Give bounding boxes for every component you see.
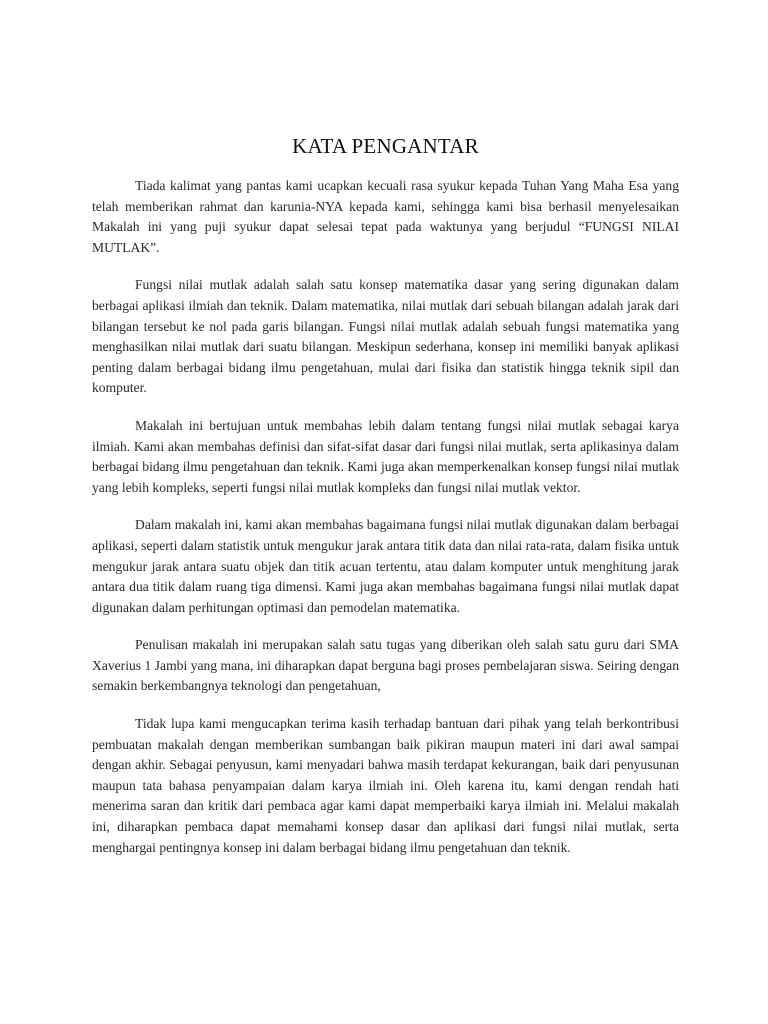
document-page <box>92 132 679 875</box>
page-title: KATA PENGANTAR <box>292 134 479 158</box>
paragraph-assignment: Penulisan makalah ini merupakan salah satu tugas yang diberikan oleh salah satu guru dari SMA Xaverius 1 Jambi yang mana, ini diharapkan dapat berguna bagi proses pembelajaran siswa. Seiring dengan semakin berkembangnya teknologi dan pengetahuan, <box>92 637 679 694</box>
paragraph-intro-gratitude: Tiada kalimat yang pantas kami ucapkan kecuali rasa syukur kepada Tuhan Yang Maha Esa yang telah memberikan rahmat dan karunia-NYA kepada kami, sehingga kami bisa berhasil menyelesaikan Makalah ini yang puji syukur dapat selesai tepat pada waktunya yang berjudul “FUNGSI NILAI MUTLAK”. <box>92 178 679 255</box>
paragraph-acknowledgement: Tidak lupa kami mengucapkan terima kasih terhadap bantuan dari pihak yang telah berkontribusi pembuatan makalah dengan memberikan sumbangan baik pikiran maupun materi ini dari awal sampai dengan akhir. Sebagai penyusun, kami menyadari bahwa masih terdapat kekurangan, baik dari penyusunan maupun tata bahasa penyampaian dalam karya ilmiah ini. Oleh karena itu, kami dengan rendah hati menerima saran dan kritik dari pembaca agar kami dapat memperbaiki karya ilmiah ini. Melalui makalah ini, diharapkan pembaca dapat memahami konsep dasar dan aplikasi dari fungsi nilai mutlak, serta menghargai pentingnya konsep ini dalam berbagai bidang ilmu pengetahuan dan teknik. <box>92 716 679 855</box>
paragraph-purpose: Makalah ini bertujuan untuk membahas lebih dalam tentang fungsi nilai mutlak sebagai karya ilmiah. Kami akan membahas definisi dan sifat-sifat dasar dari fungsi nilai mutlak, serta aplikasinya dalam berbagai bidang ilmu pengetahuan dan teknik. Kami juga akan memperkenalkan konsep fungsi nilai mutlak yang lebih kompleks, seperti fungsi nilai mutlak kompleks dan fungsi nilai mutlak vektor. <box>92 417 679 495</box>
paragraph-applications: Dalam makalah ini, kami akan membahas bagaimana fungsi nilai mutlak digunakan dalam berbagai aplikasi, seperti dalam statistik untuk mengukur jarak antara titik data dan nilai rata-rata, dalam fisika untuk mengukur jarak antara suatu objek dan titik acuan tertentu, atau dalam komputer untuk menghitung jarak antara dua titik dalam ruang tiga dimensi. Kami juga akan membahas bagaimana fungsi nilai mutlak dapat digunakan dalam perhitungan optimasi dan pemodelan matematika. <box>92 517 679 615</box>
paragraph-definition: Fungsi nilai mutlak adalah salah satu konsep matematika dasar yang sering digunakan dalam berbagai aplikasi ilmiah dan teknik. Dalam matematika, nilai mutlak dari sebuah bilangan adalah jarak dari bilangan tersebut ke nol pada garis bilangan. Fungsi nilai mutlak adalah sebuah fungsi matematika yang menghasilkan nilai mutlak dari suatu bilangan. Meskipun sederhana, konsep ini memiliki banyak aplikasi penting dalam berbagai bidang ilmu pengetahuan, mulai dari fisika dan statistik hingga teknik sipil dan komputer. <box>92 277 679 396</box>
